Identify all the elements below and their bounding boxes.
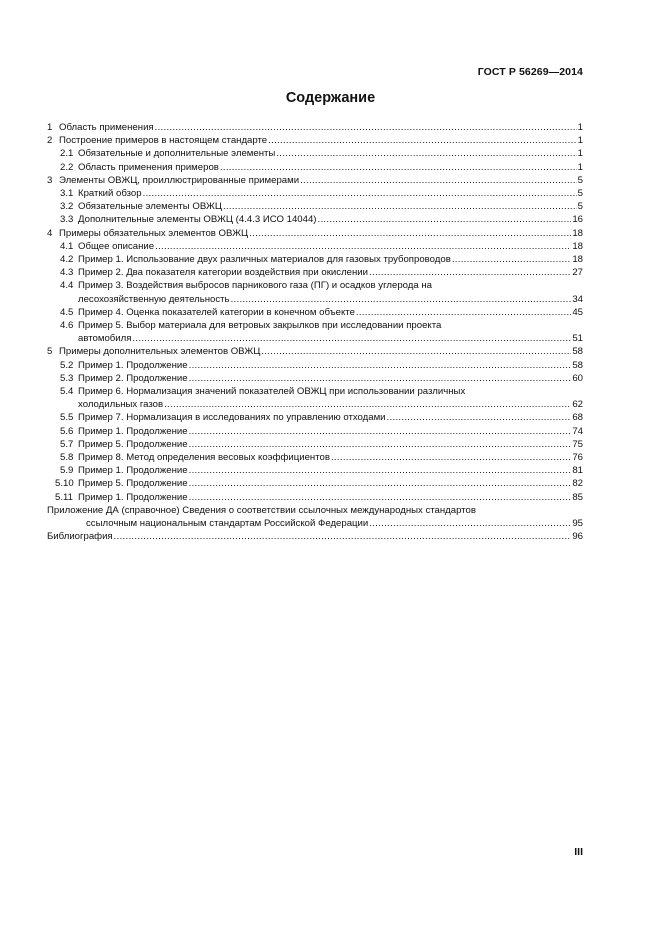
toc-entry-title: Обязательные и дополнительные элементы <box>78 148 276 160</box>
toc-entry-title: Пример 8. Метод определения весовых коэффициентов <box>78 452 330 464</box>
toc-entry-number: 5.2 <box>60 359 74 371</box>
toc-entry[interactable] <box>47 504 583 530</box>
toc-entry-page: 82 <box>572 478 583 490</box>
toc-entry-page: 5 <box>577 174 583 186</box>
toc-entry-page: 81 <box>572 465 583 477</box>
dot-leader <box>189 359 572 372</box>
toc-entry[interactable] <box>47 240 583 253</box>
toc-entry-title: Пример 4. Оценка показателей категории в конечном объекте <box>78 306 355 318</box>
toc-entry-text <box>78 372 583 385</box>
toc-entry-line <box>78 200 583 213</box>
toc-entry-line <box>78 385 583 398</box>
toc-entry-text <box>78 147 583 160</box>
page-title: Содержание <box>285 90 376 106</box>
toc-entry-title: Пример 3. Воздействия выбросов парникового газа (ПГ) и осадков углерода на <box>78 280 433 292</box>
toc-entry[interactable] <box>47 174 583 187</box>
toc-entry-text <box>59 345 583 358</box>
toc-entry-number: 5.10 <box>55 478 74 490</box>
table-of-contents <box>47 121 583 544</box>
toc-entry-title: ссылочным национальным стандартам Российской Федерации <box>86 518 369 530</box>
toc-entry-line <box>78 319 583 332</box>
toc-entry-page: 95 <box>572 518 583 530</box>
toc-entry-line <box>78 253 583 266</box>
toc-entry-page: 58 <box>572 346 583 358</box>
toc-entry-line <box>78 266 583 279</box>
toc-entry-text <box>59 174 583 187</box>
toc-entry-number: 4.6 <box>60 320 74 332</box>
toc-entry-line <box>59 345 583 358</box>
dot-leader <box>114 530 572 543</box>
dot-leader <box>155 121 577 134</box>
toc-entry-line <box>47 504 583 517</box>
dot-leader <box>369 266 571 279</box>
toc-entry[interactable] <box>47 477 583 490</box>
toc-entry[interactable] <box>47 121 583 134</box>
toc-entry[interactable] <box>47 345 583 358</box>
toc-entry-number: 3 <box>47 174 53 186</box>
toc-entry-number: 4 <box>47 227 53 239</box>
dot-leader <box>231 293 572 306</box>
dot-leader <box>143 187 577 200</box>
toc-entry-page: 62 <box>572 399 583 411</box>
dot-leader <box>220 161 577 174</box>
toc-entry[interactable] <box>47 411 583 424</box>
toc-entry-line <box>59 227 583 240</box>
toc-entry-title: Пример 1. Продолжение <box>78 491 188 503</box>
toc-entry-title: Краткий обзор <box>78 188 142 200</box>
toc-entry-number: 3.1 <box>60 188 74 200</box>
toc-entry-number: 5.8 <box>60 452 74 464</box>
toc-entry[interactable] <box>47 385 583 411</box>
toc-entry-page: 34 <box>572 293 583 305</box>
dot-leader <box>189 491 572 504</box>
toc-entry-page: 5 <box>577 188 583 200</box>
toc-entry-page: 58 <box>572 359 583 371</box>
toc-entry-title: Пример 2. Два показателя категории воздействия при окислении <box>78 267 369 279</box>
toc-entry-text <box>78 279 583 305</box>
page-number: III <box>574 846 583 858</box>
toc-entry[interactable] <box>47 372 583 385</box>
toc-entry-title: Пример 1. Использование двух различных материалов для газовых трубопроводов <box>78 254 451 266</box>
toc-entry-text <box>78 213 583 226</box>
dot-leader <box>369 517 571 530</box>
toc-entry-number: 3.2 <box>60 201 74 213</box>
toc-entry-text <box>47 530 583 543</box>
toc-entry[interactable] <box>47 306 583 319</box>
toc-entry-text <box>78 266 583 279</box>
dot-leader <box>189 372 572 385</box>
toc-entry-title: Пример 1. Продолжение <box>78 359 188 371</box>
toc-entry-line <box>78 240 583 253</box>
toc-entry-title: Пример 5. Продолжение <box>78 478 188 490</box>
toc-entry-number: 5.7 <box>60 438 74 450</box>
toc-entry-text <box>78 385 583 411</box>
toc-entry-page: 85 <box>572 491 583 503</box>
dot-leader <box>155 240 571 253</box>
toc-entry-page: 74 <box>572 425 583 437</box>
toc-entry-text <box>78 451 583 464</box>
toc-entry-title: Область применения <box>59 122 154 133</box>
toc-entry-title: холодильных газов <box>78 399 164 411</box>
toc-entry[interactable] <box>47 161 583 174</box>
dot-leader <box>276 147 576 160</box>
toc-entry[interactable] <box>47 147 583 160</box>
toc-entry-page: 16 <box>572 214 583 226</box>
toc-entry-page: 96 <box>572 531 583 543</box>
dot-leader <box>452 253 572 266</box>
toc-entry[interactable] <box>47 438 583 451</box>
dot-leader <box>318 213 572 226</box>
toc-entry-line <box>78 372 583 385</box>
toc-entry-text <box>78 491 583 504</box>
toc-entry-line <box>59 121 583 134</box>
toc-entry-page: 1 <box>577 122 583 133</box>
toc-entry-line <box>78 306 583 319</box>
dot-leader <box>189 425 572 438</box>
toc-entry-text <box>78 161 583 174</box>
toc-entry[interactable] <box>47 451 583 464</box>
toc-entry-text <box>78 240 583 253</box>
toc-entry-title: Пример 5. Выбор материала для ветровых закрылков при исследовании проекта <box>78 320 442 332</box>
dot-leader <box>164 398 571 411</box>
toc-entry-page: 18 <box>572 227 583 239</box>
document-code: ГОСТ Р 56269—2014 <box>477 66 583 78</box>
toc-entry[interactable] <box>47 279 583 305</box>
toc-entry-line <box>78 187 583 200</box>
dot-leader <box>223 200 577 213</box>
toc-entry-title: Пример 7. Нормализация в исследованиях по управлению отходами <box>78 412 386 424</box>
toc-entry-page: 5 <box>577 201 583 213</box>
toc-entry[interactable] <box>47 227 583 240</box>
dot-leader <box>261 345 571 358</box>
toc-entry-line <box>78 464 583 477</box>
toc-entry-text <box>59 227 583 240</box>
toc-entry-text <box>78 187 583 200</box>
toc-entry-line <box>78 451 583 464</box>
toc-entry-number: 4.3 <box>60 267 74 279</box>
toc-entry[interactable] <box>47 134 583 147</box>
toc-entry-title: лесохозяйственную деятельность <box>78 293 230 305</box>
toc-entry-number: 2.1 <box>60 148 74 160</box>
toc-entry-title: Библиография <box>47 531 113 543</box>
toc-entry[interactable] <box>47 425 583 438</box>
toc-entry-text <box>59 121 583 134</box>
toc-entry-number: 4.5 <box>60 306 74 318</box>
toc-entry-text <box>78 359 583 372</box>
toc-entry-number: 5.5 <box>60 412 74 424</box>
toc-entry-line <box>78 359 583 372</box>
dot-leader <box>132 332 571 345</box>
toc-entry-line <box>47 517 583 530</box>
toc-entry-line <box>78 398 583 411</box>
toc-entry-line <box>78 279 583 292</box>
toc-entry-line <box>47 530 583 543</box>
toc-entry-line <box>59 134 583 147</box>
toc-entry[interactable] <box>47 187 583 200</box>
toc-entry-page: 18 <box>572 240 583 252</box>
toc-entry[interactable] <box>47 253 583 266</box>
toc-entry-number: 5.6 <box>60 425 74 437</box>
toc-entry-title: Обязательные элементы ОВЖЦ <box>78 201 222 213</box>
toc-entry-title: Пример 1. Продолжение <box>78 465 188 477</box>
toc-entry-title: Построение примеров в настоящем стандарте <box>59 135 268 147</box>
toc-entry-text <box>59 134 583 147</box>
toc-entry-text <box>47 504 583 530</box>
toc-entry-page: 18 <box>572 254 583 266</box>
toc-entry-title: Пример 6. Нормализация значений показателей ОВЖЦ при использовании различных <box>78 386 466 398</box>
toc-entry-title: Пример 5. Продолжение <box>78 438 188 450</box>
toc-entry-line <box>59 174 583 187</box>
toc-entry-line <box>78 161 583 174</box>
toc-entry-page: 45 <box>572 306 583 318</box>
dot-leader <box>249 227 571 240</box>
toc-entry-number: 4.2 <box>60 254 74 266</box>
toc-entry-line <box>78 332 583 345</box>
toc-entry-number: 2.2 <box>60 161 74 173</box>
dot-leader <box>189 464 572 477</box>
toc-entry-text <box>78 464 583 477</box>
toc-entry-page: 27 <box>572 267 583 279</box>
toc-entry-title: Приложение ДА (справочное) Сведения о соответствии ссылочных международных стандартов <box>47 504 476 516</box>
toc-entry-title: Пример 1. Продолжение <box>78 425 188 437</box>
toc-entry-number: 5 <box>47 346 53 358</box>
toc-entry[interactable] <box>47 213 583 226</box>
toc-entry-page: 1 <box>577 135 583 147</box>
toc-entry-line <box>78 438 583 451</box>
toc-entry-text <box>78 411 583 424</box>
toc-entry-line <box>78 147 583 160</box>
toc-entry-title: Примеры дополнительных элементов ОВЖЦ <box>59 346 261 358</box>
toc-entry-text <box>78 306 583 319</box>
toc-entry-line <box>78 491 583 504</box>
toc-entry-title: Дополнительные элементы ОВЖЦ (4.4.3 ИСО 14044) <box>78 214 317 226</box>
toc-entry-page: 68 <box>572 412 583 424</box>
toc-entry-title: Общее описание <box>78 240 155 252</box>
toc-entry-page: 1 <box>577 161 583 173</box>
toc-entry-text <box>78 253 583 266</box>
dot-leader <box>189 477 572 490</box>
dot-leader <box>331 451 571 464</box>
toc-entry-title: Пример 2. Продолжение <box>78 372 188 384</box>
dot-leader <box>268 134 577 147</box>
toc-entry-number: 4.4 <box>60 280 74 292</box>
toc-entry-page: 1 <box>577 148 583 160</box>
toc-entry-title: автомобиля <box>78 333 132 345</box>
toc-entry-number: 5.9 <box>60 465 74 477</box>
toc-entry[interactable] <box>47 530 583 543</box>
toc-entry-page: 75 <box>572 438 583 450</box>
toc-entry-text <box>78 438 583 451</box>
toc-entry-line <box>78 477 583 490</box>
toc-entry[interactable] <box>47 266 583 279</box>
toc-entry-line <box>78 425 583 438</box>
toc-entry-page: 51 <box>572 333 583 345</box>
toc-entry[interactable] <box>47 200 583 213</box>
toc-entry[interactable] <box>47 359 583 372</box>
dot-leader <box>387 411 572 424</box>
toc-entry-text <box>78 319 583 345</box>
toc-entry-number: 2 <box>47 135 53 147</box>
toc-entry[interactable] <box>47 491 583 504</box>
toc-entry-text <box>78 425 583 438</box>
toc-entry-number: 4.1 <box>60 240 74 252</box>
toc-entry-title: Элементы ОВЖЦ, проиллюстрированные примерами <box>59 174 300 186</box>
toc-entry-line <box>78 213 583 226</box>
toc-entry-number: 3.3 <box>60 214 74 226</box>
toc-entry-title: Область применения примеров <box>78 161 219 173</box>
toc-entry-text <box>78 477 583 490</box>
toc-entry-line <box>78 293 583 306</box>
toc-entry-number: 5.11 <box>55 491 73 503</box>
toc-entry[interactable] <box>47 319 583 345</box>
toc-entry-page: 76 <box>572 452 583 464</box>
dot-leader <box>189 438 572 451</box>
toc-entry-title: Примеры обязательных элементов ОВЖЦ <box>59 227 249 239</box>
toc-entry[interactable] <box>47 464 583 477</box>
dot-leader <box>356 306 571 319</box>
toc-entry-number: 5.4 <box>60 386 74 398</box>
toc-entry-number: 5.3 <box>60 372 74 384</box>
toc-entry-page: 60 <box>572 372 583 384</box>
toc-entry-text <box>78 200 583 213</box>
toc-entry-number: 1 <box>47 122 53 133</box>
dot-leader <box>300 174 577 187</box>
toc-entry-line <box>78 411 583 424</box>
